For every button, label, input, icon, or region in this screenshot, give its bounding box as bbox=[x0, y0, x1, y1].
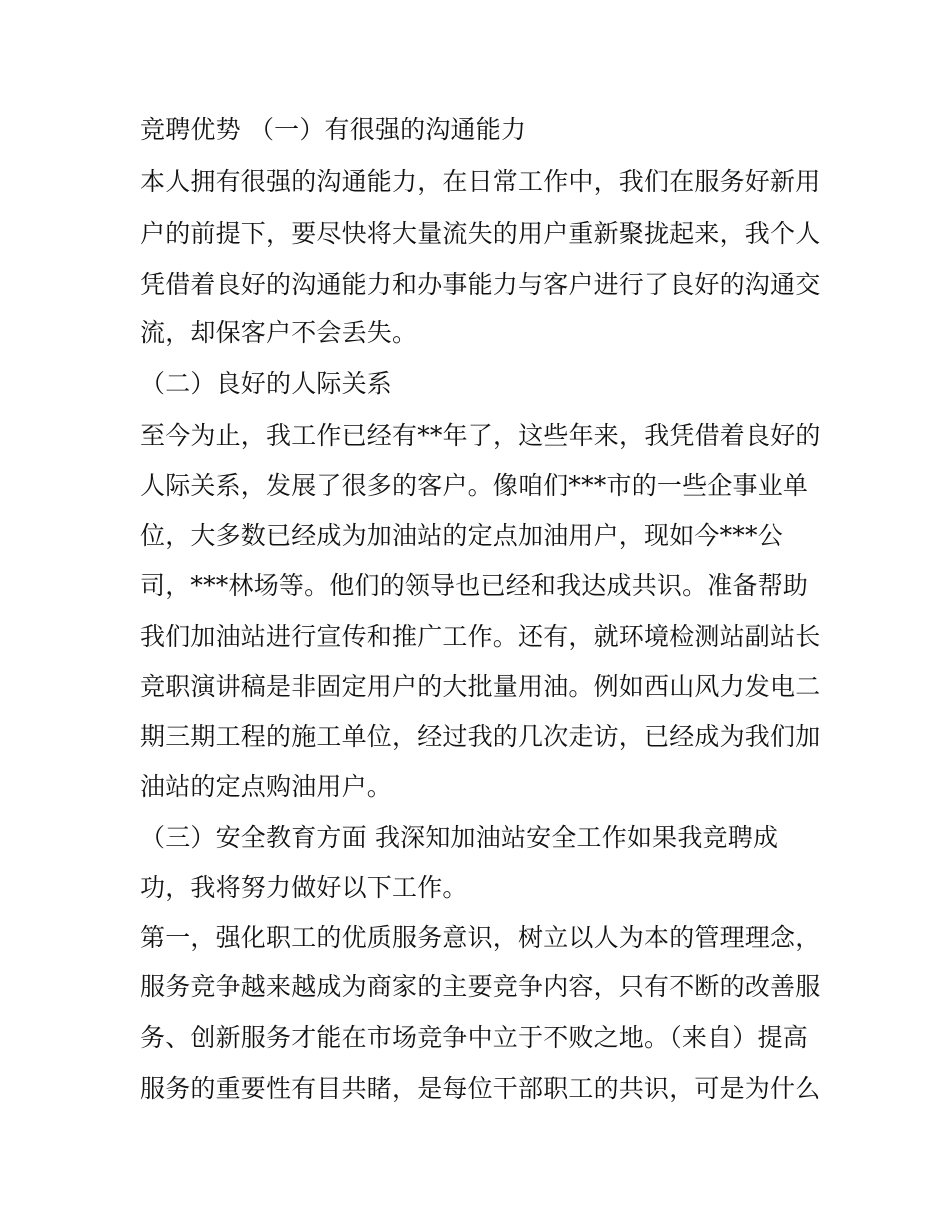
paragraph-line: 我们加油站进行宣传和推广工作。还有，就环境检测站副站长 bbox=[140, 622, 821, 651]
paragraph-line: 服务的重要性有目共睹，是每位干部职工的共识，可是为什么 bbox=[140, 1074, 821, 1103]
paragraph-line: 油站的定点购油用户。 bbox=[140, 772, 393, 801]
paragraph-line: 户的前提下，要尽快将大量流失的用户重新聚拢起来，我个人 bbox=[140, 219, 821, 248]
section-heading-safety-education: （三）安全教育方面 我深知加油站安全工作如果我竞聘成 bbox=[140, 823, 779, 852]
heading-competitive-advantage: 竞聘优势 （一）有很强的沟通能力 bbox=[140, 115, 527, 144]
paragraph-line: 务、创新服务才能在市场竞争中立于不败之地。（来自）提高 bbox=[140, 1023, 808, 1052]
paragraph-line: 凭借着良好的沟通能力和办事能力与客户进行了良好的沟通交 bbox=[140, 270, 821, 299]
paragraph-line: 流，却保客户不会丢失。 bbox=[140, 318, 418, 347]
paragraph-line: 功，我将努力做好以下工作。 bbox=[140, 873, 468, 902]
section-heading-interpersonal-relations: （二）良好的人际关系 bbox=[140, 369, 393, 398]
paragraph-line: 本人拥有很强的沟通能力，在日常工作中，我们在服务好新用 bbox=[140, 167, 821, 196]
paragraph-line: 位，大多数已经成为加油站的定点加油用户，现如今***公 bbox=[140, 521, 783, 550]
paragraph-line: 期三期工程的施工单位，经过我的几次走访，已经成为我们加 bbox=[140, 722, 821, 751]
paragraph-line: 服务竞争越来越成为商家的主要竞争内容，只有不断的改善服 bbox=[140, 972, 821, 1001]
paragraph-line: 至今为止，我工作已经有**年了，这些年来，我凭借着良好的 bbox=[140, 421, 821, 450]
paragraph-line: 第一，强化职工的优质服务意识，树立以人为本的管理理念， bbox=[140, 923, 821, 952]
paragraph-line: 竞职演讲稿是非固定用户的大批量用油。例如西山风力发电二 bbox=[140, 672, 821, 701]
paragraph-line: 司，***林场等。他们的领导也已经和我达成共识。准备帮助 bbox=[140, 571, 809, 600]
paragraph-line: 人际关系，发展了很多的客户。像咱们***市的一些企事业单 bbox=[140, 471, 809, 500]
